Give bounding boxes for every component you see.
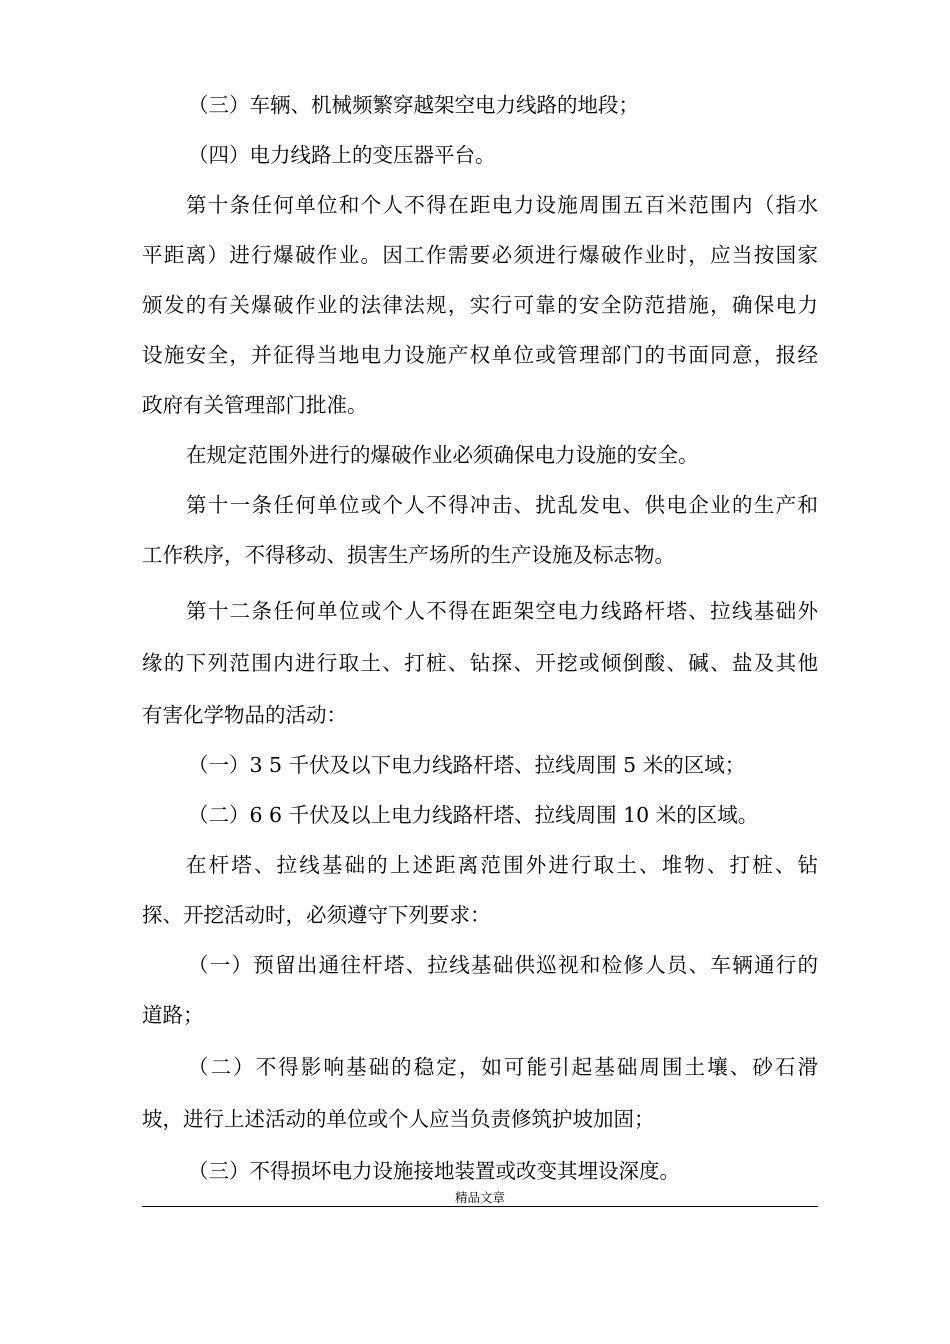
text-line-11: 第十二条任何单位或个人不得在距架空电力线路杆塔、拉线基础外 [186, 599, 818, 623]
text-line-3: 第十条任何单位和个人不得在距电力设施周围五百米范围内（指水 [186, 193, 818, 217]
text-line-20: （二）不得影响基础的稳定，如可能引起基础周围土壤、砂石滑 [188, 1055, 818, 1079]
text-line-13: 有害化学物品的活动： [142, 703, 347, 727]
text-line-21: 坡，进行上述活动的单位或个人应当负责修筑护坡加固； [142, 1107, 655, 1131]
text-line-8: 在规定范围外进行的爆破作业必须确保电力设施的安全。 [186, 443, 699, 467]
text-line-6: 设施安全，并征得当地电力设施产权单位或管理部门的书面同意，报经 [142, 343, 818, 367]
text-line-4: 平距离）进行爆破作业。因工作需要必须进行爆破作业时，应当按国家 [142, 243, 818, 267]
text-line-9: 第十一条任何单位或个人不得冲击、扰乱发电、供电企业的生产和 [186, 493, 818, 517]
text-line-19: 道路； [142, 1003, 204, 1027]
text-line-7: 政府有关管理部门批准。 [142, 393, 368, 417]
text-line-2: （四）电力线路上的变压器平台。 [188, 143, 496, 167]
text-line-5: 颁发的有关爆破作业的法律法规，实行可靠的安全防范措施，确保电力 [142, 293, 818, 317]
text-line-16: 在杆塔、拉线基础的上述距离范围外进行取土、堆物、打桩、钻 [186, 853, 818, 877]
text-line-22: （三）不得损坏电力设施接地装置或改变其埋设深度。 [188, 1159, 680, 1183]
text-line-17: 探、开挖活动时，必须遵守下列要求： [142, 903, 491, 927]
text-line-15: （二）6 6 千伏及以上电力线路杆塔、拉线周围 10 米的区域。 [188, 803, 759, 827]
footer-label: 精品文章 [454, 1190, 505, 1205]
text-line-10: 工作秩序，不得移动、损害生产场所的生产设施及标志物。 [142, 543, 675, 567]
text-line-1: （三）车辆、机械频繁穿越架空电力线路的地段； [188, 93, 639, 117]
text-line-14: （一）3 5 千伏及以下电力线路杆塔、拉线周围 5 米的区域； [188, 753, 746, 777]
footer-divider [142, 1206, 818, 1207]
text-line-12: 缘的下列范围内进行取土、打桩、钻探、开挖或倾倒酸、碱、盐及其他 [142, 651, 818, 675]
text-line-18: （一）预留出通往杆塔、拉线基础供巡视和检修人员、车辆通行的 [188, 953, 818, 977]
